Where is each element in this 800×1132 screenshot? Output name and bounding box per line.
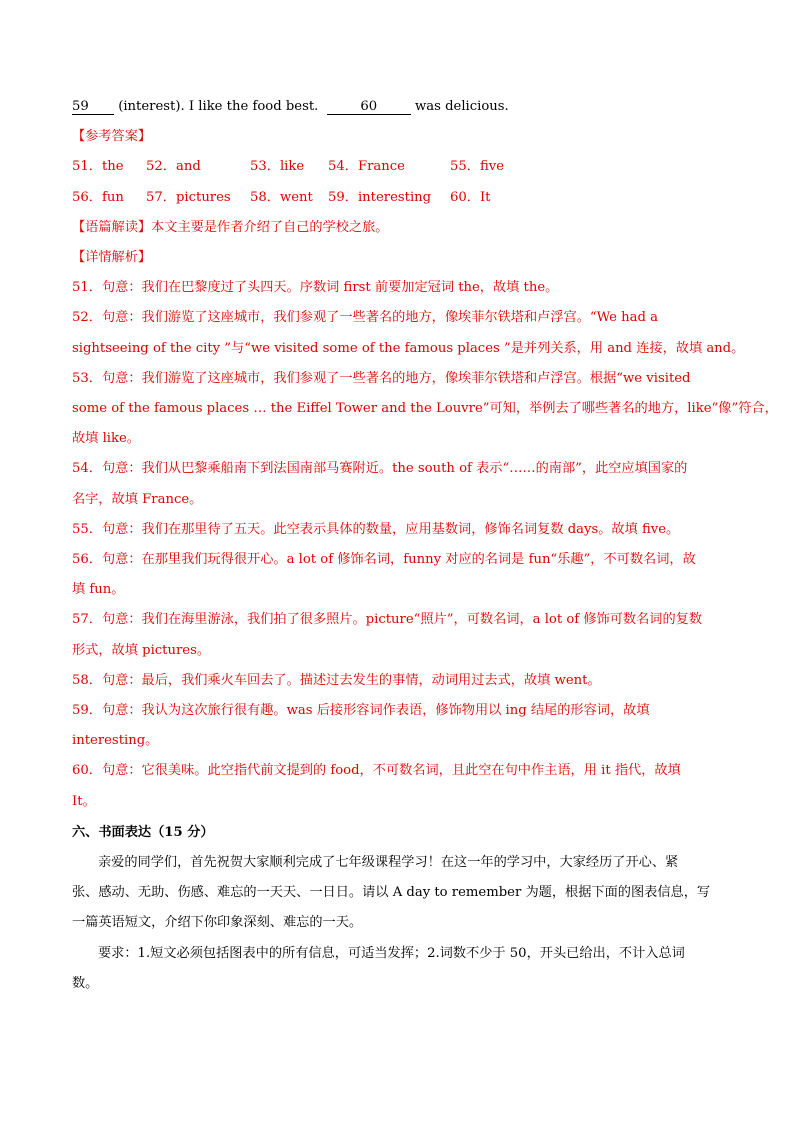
detail-heading: 【详情解析】	[72, 249, 152, 265]
paragraph-line: 要求：1.短文必须包括图表中的所有信息，可适当发挥；2.词数不少于 50，开头已给出，不计入总词	[98, 945, 685, 961]
explanation-item	[72, 545, 732, 605]
answer-number: 51．	[72, 159, 102, 175]
answer-word: the	[101, 159, 124, 175]
answer-item	[450, 152, 504, 182]
explanation-line: 57．句意：我们在海里游泳，我们拍了很多照片。picture“照片”，可数名词，a lot of 修饰可数名词的复数	[72, 612, 703, 628]
explanation-item	[72, 454, 732, 514]
answer-row-1	[72, 152, 732, 182]
passage-reading-label: 【语篇解读】	[72, 219, 152, 235]
answer-number: 57．	[146, 189, 176, 205]
answer-item	[250, 152, 304, 182]
paragraph-line: 数。	[72, 975, 99, 991]
answer-word: like	[279, 159, 305, 175]
answer-row-2	[72, 183, 732, 213]
answer-item	[250, 183, 313, 213]
answer-number: 60．	[450, 189, 480, 205]
blank-59	[72, 100, 114, 115]
answer-word: France	[357, 159, 405, 175]
paragraph-line: 张、感动、无助、伤感、难忘的一天天、一日日。请以 A day to remember 为题，根据下面的图表信息，写	[72, 885, 711, 901]
answer-number: 58．	[250, 189, 280, 205]
answer-item	[450, 183, 490, 213]
explanation-line: 填 fun。	[72, 582, 125, 598]
explanation-line: 故填 like。	[72, 431, 140, 447]
question-text-2: was delicious.	[410, 99, 509, 114]
answer-word: pictures	[175, 189, 231, 205]
explanation-line: 55．句意：我们在那里待了五天。此空表示具体的数量，应用基数词，修饰名词复数 days。故填 five。	[72, 521, 680, 537]
explanation-line: some of the famous places … the Eiffel Tower and the Louvre”可知，举例去了哪些著名的地方，like“像”符合，	[72, 401, 778, 416]
explanation-item	[72, 696, 732, 756]
answer-word: It	[479, 189, 491, 205]
explanation-line: interesting。	[72, 733, 159, 749]
explanation-line: 53．句意：我们游览了这座城市，我们参观了一些著名的地方，像埃菲尔铁塔和卢浮宫。根据“we visited	[72, 370, 691, 386]
answer-item	[72, 183, 124, 213]
answer-number: 52．	[146, 159, 176, 175]
answer-word: five	[479, 159, 505, 175]
blank-60	[327, 100, 411, 115]
explanation-item	[72, 515, 732, 545]
explanation-line: 52．句意：我们游览了这座城市，我们参观了一些著名的地方，像埃菲尔铁塔和卢浮宫。“We had a	[72, 310, 658, 326]
explanation-line: 60．句意：它很美味。此空指代前文提到的 food，不可数名词，且此空在句中作主语，用 it 指代，故填	[72, 763, 681, 779]
explanation-item	[72, 666, 732, 696]
explanation-line: 名字，故填 France。	[72, 491, 203, 507]
writing-requirements-paragraph	[72, 939, 732, 999]
explanation-line: 形式，故填 pictures。	[72, 642, 211, 658]
explanation-line: 56．句意：在那里我们玩得很开心。a lot of 修饰名词，funny 对应的名词是 fun“乐趣”，不可数名词，故	[72, 552, 696, 568]
answer-item	[146, 183, 231, 213]
answer-item	[328, 152, 405, 182]
question-line	[72, 92, 732, 122]
answer-number: 53．	[250, 159, 280, 175]
answer-word: fun	[101, 189, 124, 205]
explanation-line: 59．句意：我认为这次旅行很有趣。was 后接形容词作表语，修饰物用以 ing 结尾的形容词，故填	[72, 703, 650, 719]
answer-word: and	[175, 159, 201, 175]
blank-60-number: 60	[360, 99, 378, 114]
explanation-line: It。	[72, 793, 96, 809]
explanation-item	[72, 756, 732, 816]
document-page	[72, 92, 778, 999]
passage-reading	[72, 213, 732, 243]
answer-number: 54．	[328, 159, 358, 175]
answer-item	[328, 183, 431, 213]
explanation-line: 54．句意：我们从巴黎乘船南下到法国南部马赛附近。the south of 表示“……的南部”，此空应填国家的	[72, 461, 688, 477]
reference-answer-heading: 【参考答案】	[72, 129, 152, 145]
answer-word: interesting	[357, 189, 432, 205]
paragraph-line: 一篇英语短文，介绍下你印象深刻、难忘的一天。	[72, 915, 363, 931]
explanation-item	[72, 303, 745, 363]
question-text-1: (interest). I like the food best.	[114, 99, 319, 114]
paragraph-line: 亲爱的同学们，首先祝贺大家顺利完成了七年级课程学习！在这一年的学习中，大家经历了开心、紧	[98, 855, 679, 871]
writing-prompt-paragraph	[72, 848, 732, 939]
answer-word: went	[279, 189, 313, 205]
explanation-line: 58．句意：最后，我们乘火车回去了。描述过去发生的事情，动词用过去式，故填 went。	[72, 672, 601, 688]
answer-number: 59．	[328, 189, 358, 205]
answer-number: 55．	[450, 159, 480, 175]
answer-number: 56．	[72, 189, 102, 205]
section-6-title: 六、书面表达（15 分）	[72, 824, 214, 840]
explanation-line: 51．句意：我们在巴黎度过了头四天。序数词 first 前要加定冠词 the，故填 the。	[72, 280, 559, 296]
explanation-item	[72, 273, 732, 303]
answer-item	[146, 152, 201, 182]
explanations-list	[72, 273, 778, 817]
explanation-item	[72, 364, 778, 455]
blank-59-number: 59	[72, 99, 89, 114]
passage-reading-text: 本文主要是作者介绍了自己的学校之旅。	[151, 219, 389, 235]
answer-item	[72, 152, 124, 182]
explanation-item	[72, 605, 732, 665]
explanation-line: sightseeing of the city ”与“we visited some of the famous places ”是并列关系，用 and 连接，故填 and。	[72, 340, 745, 356]
